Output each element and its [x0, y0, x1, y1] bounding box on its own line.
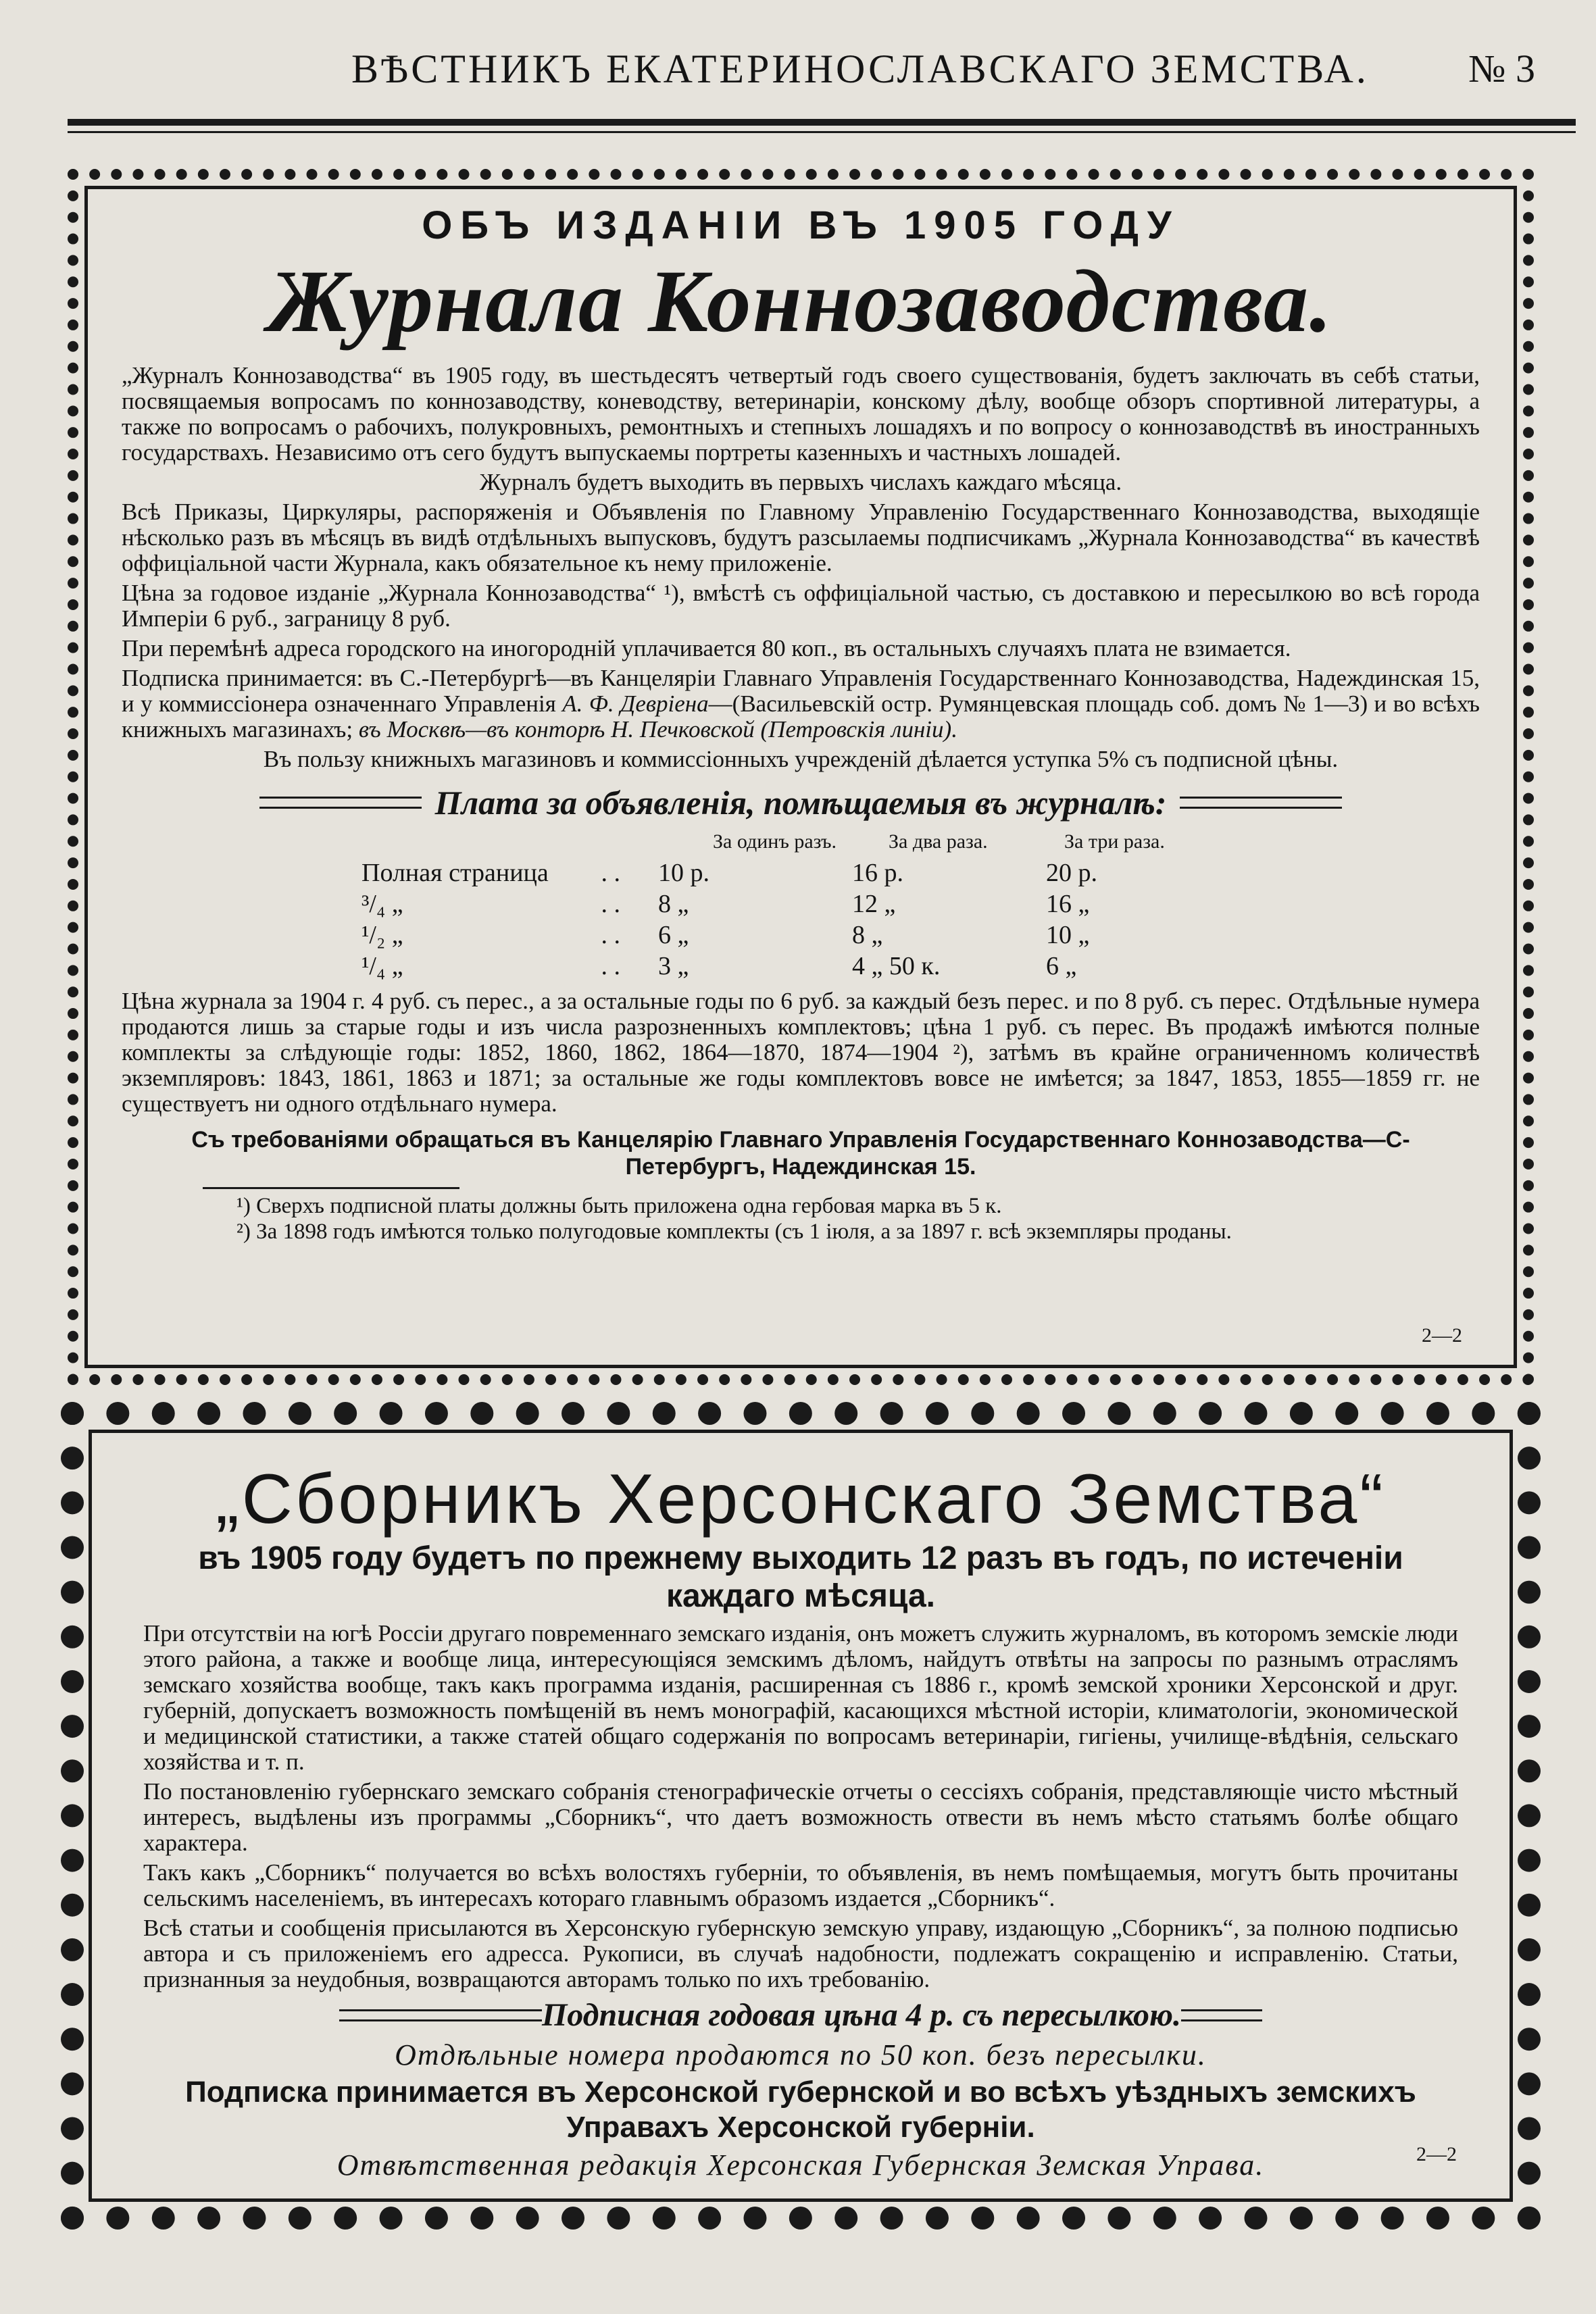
journal-title: ВѢСТНИКЪ ЕКАТЕРИНОСЛАВСКАГО ЗЕМСТВА.	[351, 47, 1369, 91]
ad2-price-line: Подписная годовая цѣна 4 р. съ пересылкою.	[143, 1996, 1458, 2034]
rates-row: ¹/₄ „ . . 3 „ 4 „ 50 к. 6 „	[361, 952, 1077, 980]
ad2-single-issues: Отдѣльные номера продаются по 50 коп. безъ пересылки.	[395, 2038, 1207, 2071]
ad2-paragraph-1: При отсутствіи на югѣ Россіи другаго повременнаго земскаго изданія, онъ можетъ служить журналомъ, въ которомъ земскіе люди этого района, а также и вообще лица, интересующіяся земскимъ дѣломъ, найдутъ отвѣты на запросы по разнымъ отраслямъ земскаго хозяйства вообще, такъ какъ программа изданія, расширенная съ 1886 г., кромѣ земской хроники Херсонской и друг. губерній, допускаетъ возможность помѣщеній въ немъ монографій, касающихся мѣстной исторіи, климатологіи, экономической и медицинской статистики, а также статей общаго содержанія по вопросамъ ветеринаріи, гигіены, училище-вѣдѣнія, сельскаго хозяйства и т. п.	[143, 1620, 1458, 1775]
ad-price: Цѣна за годовое изданіе „Журнала Коннозаводства“ ¹), вмѣстѣ съ оффиціальной частью, съ доставкою и пересылкою во всѣ города Имперіи 6 руб., заграницу 8 руб.	[122, 580, 1480, 632]
rule-right	[1181, 2009, 1262, 2021]
header-rule-thin	[68, 131, 1576, 133]
header-rule-thick	[68, 119, 1576, 126]
footnote-1: ¹) Сверхъ подписной платы должны быть приложена одна гербовая марка въ 5 к.	[236, 1194, 1002, 1218]
ad-back-issues: Цѣна журнала за 1904 г. 4 руб. съ перес., а за остальные годы по 6 руб. за каждый безъ перес. и по 8 руб. съ перес. Отдѣльные нумера продаются лишь за старые годы и изъ числа разрозненныхъ комплектовъ; цѣна 1 руб. съ перес. Въ продажѣ имѣются полные комплекты за слѣдующіе годы: 1852, 1860, 1862, 1864—1870, 1874—1904 ²), затѣмъ въ крайне ограниченномъ количествѣ экземпляровъ: 1843, 1861, 1863 и 1871; за остальные же годы комплектовъ вовсе не имѣется; за 1847, 1853, 1855—1859 гг. не существуетъ ни одного отдѣльнаго нумера.	[122, 988, 1480, 1117]
horse-breeding-journal-ad	[68, 169, 1534, 1385]
ad-print-mark: 2—2	[1422, 1324, 1462, 1347]
ad-address-change: При перемѣнѣ адреса городского на иногородній уплачивается 80 коп., въ остальныхъ случаяхъ плата не взимается.	[122, 635, 1291, 661]
kherson-zemstvo-collection-ad	[61, 1402, 1541, 2230]
ad-discount: Въ пользу книжныхъ магазиновъ и коммиссіонныхъ учрежденій дѣлается уступка 5% съ подписной цѣны.	[263, 746, 1339, 772]
ad-title: Журнала Коннозаводства.	[268, 251, 1334, 351]
rates-row: ¹/₂ „ . . 6 „ 8 „ 10 „	[361, 921, 1090, 949]
ad-orders: Всѣ Приказы, Циркуляры, распоряженія и Объявленія по Главному Управленію Государственнаго Коннозаводства, выходящіе нѣсколько разъ въ мѣсяцъ въ видѣ отдѣльныхъ выпусковъ, будутъ разсылаемы подписчикамъ „Журнала Коннозаводства“ въ качествѣ оффиціальной части Журнала, какъ обязательное къ нему приложеніе.	[122, 499, 1480, 576]
footnote-separator	[203, 1187, 459, 1189]
ad-subscription: Подписка принимается: въ С.-Петербургѣ—въ Канцеляріи Главнаго Управленія Государственнаго Коннозаводства, Надеждинская 15, и у коммиссіонера означеннаго Управленія А. Ф. Девріена—(Васильевскій остр. Румянцевская площадь соб. домъ № 1—3) и во всѣхъ книжныхъ магазинахъ; въ Москвѣ—въ конторѣ Н. Печковской (Петровскія линіи).	[122, 665, 1480, 743]
ad2-title: „Сборникъ Херсонскаго Земства“	[216, 1460, 1386, 1538]
ad2-paragraph-2: По постановленію губернскаго земскаго собранія стенографическіе отчеты о сессіяхъ собранія, представляющіе чисто мѣстный интересъ, выдѣлены изъ программы „Сборникъ“, что даетъ возможность отвести въ немъ мѣсто статьямъ болѣе общаго характера.	[143, 1778, 1458, 1856]
ad2-editor: Отвѣтственная редакція Херсонская Губернская Земская Управа.	[336, 2148, 1265, 2182]
rule-left	[339, 2009, 542, 2021]
ad-contact: Съ требованіями обращаться въ Канцелярію Главнаго Управленія Государственнаго Коннозаводства—С-Петербургъ, Надеждинская 15.	[191, 1127, 1410, 1180]
rates-row: ³/₄ „ . . 8 „ 12 „ 16 „	[361, 890, 1090, 918]
ad2-print-mark: 2—2	[1416, 2143, 1457, 2165]
ad-intro: „Журналъ Коннозаводства“ въ 1905 году, въ шестьдесятъ четвертый годъ своего существованія, будетъ заключать въ себѣ статьи, посвящаемыя вопросамъ по коннозаводству, коневодству, ветеринаріи, конскому дѣлу, вообще обзоръ спортивной литературы, а также по вопросамъ о рабочихъ, полукровныхъ, ремонтныхъ и степныхъ лошадяхъ и по вопросу о коннозаводствѣ въ иностранныхъ государствахъ. Независимо отъ сего будутъ выпускаемы портреты казенныхъ и частныхъ лошадей.	[122, 362, 1480, 466]
rates-header-row: За одинъ разъ. За два раза. За три раза.	[713, 830, 1165, 853]
page-header	[68, 41, 1542, 101]
moscow-office: въ Москвѣ—въ конторѣ Н. Печковской (Петровскія линіи).	[358, 716, 957, 743]
ad-monthly: Журналъ будетъ выходить въ первыхъ числахъ каждаго мѣсяца.	[479, 469, 1122, 495]
ad2-paragraph-4: Всѣ статьи и сообщенія присылаются въ Херсонскую губернскую земскую управу, издающую „Сборникъ“, за полною подписью автора и съ приложеніемъ его адресса. Рукописи, въ случаѣ надобности, подлежатъ сокращенію и исправленію. Статьи, признанныя за неудобныя, возвращаются авторамъ только по ихъ требованію.	[143, 1915, 1458, 1992]
rule-right	[1180, 797, 1342, 809]
ad-rates-heading: Плата за объявленія, помѣщаемыя въ журналѣ:	[122, 783, 1480, 822]
commissioner-name: А. Ф. Девріена	[562, 690, 709, 717]
footnote-2: ²) За 1898 годъ имѣются только полугодовые комплекты (съ 1 іюля, а за 1897 г. всѣ экземпляры проданы.	[236, 1219, 1232, 1244]
ad-kicker: ОБЪ ИЗДАНІИ ВЪ 1905 ГОДУ	[422, 203, 1180, 247]
rates-row: Полная страница . . 10 р. 16 р. 20 р.	[361, 859, 1097, 887]
ad2-paragraph-3: Такъ какъ „Сборникъ“ получается во всѣхъ волостяхъ губерніи, то объявленія, въ немъ помѣщаемыя, могутъ быть прочитаны сельскимъ населеніемъ, въ интересахъ котораго главнымъ образомъ издается „Сборникъ“.	[143, 1859, 1458, 1911]
issue-number: № 3	[1468, 47, 1535, 91]
ad2-subtitle: въ 1905 году будетъ по прежнему выходить 12 разъ въ годъ, по истеченіи каждаго мѣсяца.	[198, 1540, 1403, 1614]
rule-left	[259, 797, 422, 809]
ad2-subscription-places: Подписка принимается въ Херсонской губернской и во всѣхъ уѣздныхъ земскихъ Управахъ Херсонской губерніи.	[185, 2076, 1416, 2144]
ad-rates-table	[361, 826, 1240, 982]
